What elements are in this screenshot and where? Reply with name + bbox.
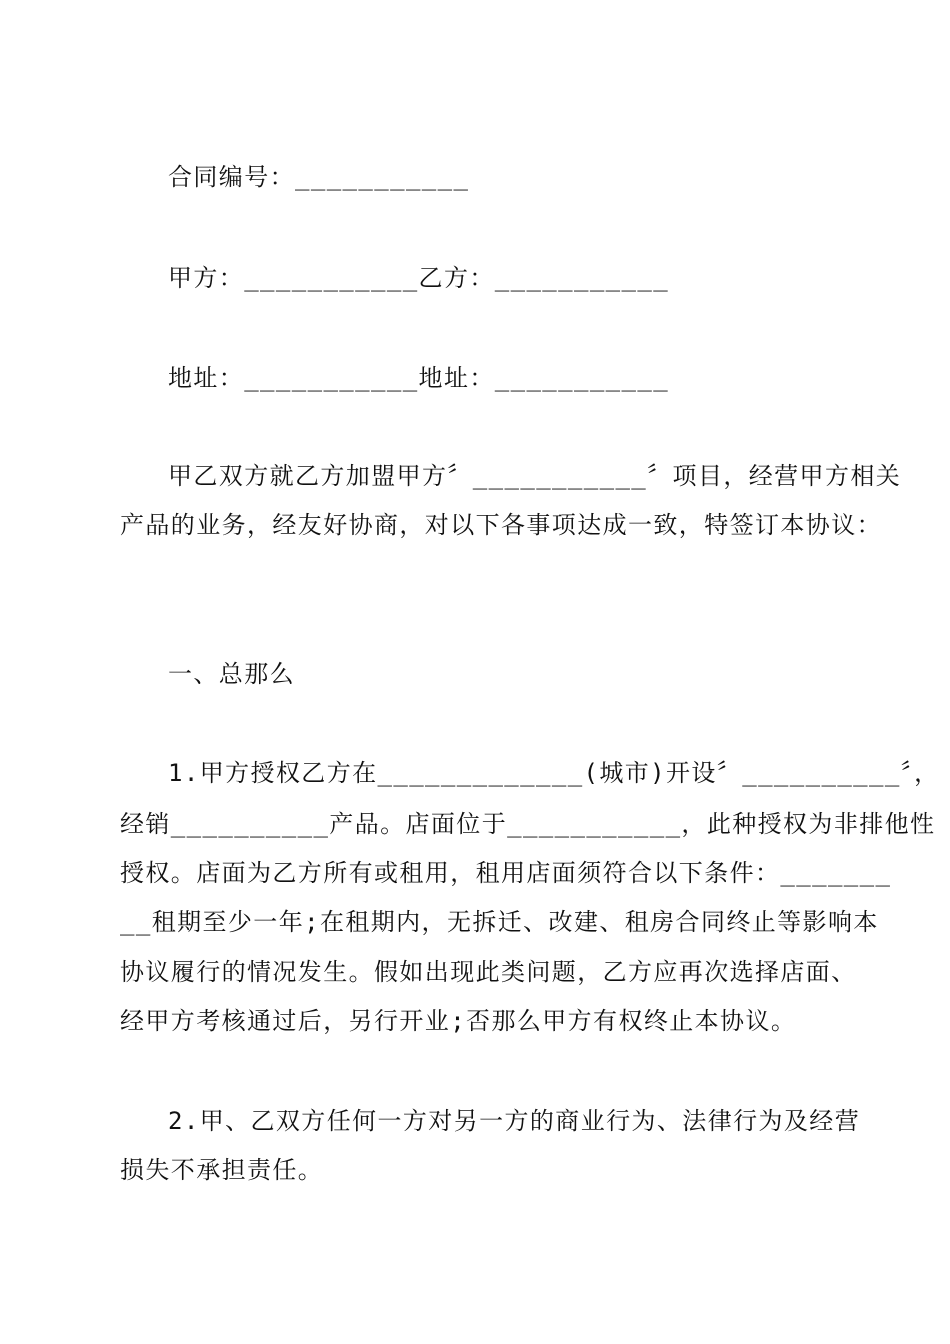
clause-1-line-2: 经销__________产品。店面位于___________，此种授权为非排他性	[120, 810, 936, 838]
clause-1-line-1: 1.甲方授权乙方在_____________(城市)开设〞__________〞，	[168, 759, 940, 787]
parties-line: 甲方：___________乙方：___________	[168, 264, 670, 292]
intro-line-1: 甲乙双方就乙方加盟甲方〞___________〞项目，经营甲方相关	[168, 462, 902, 490]
clause-1-line-6: 经甲方考核通过后，另行开业;否那么甲方有权终止本协议。	[120, 1007, 797, 1035]
clause-2-line-2: 损失不承担责任。	[120, 1156, 324, 1184]
intro-line-2: 产品的业务，经友好协商，对以下各事项达成一致，特签订本协议：	[120, 511, 882, 539]
contract-number-line: 合同编号：___________	[168, 163, 470, 191]
address-line: 地址：___________地址：___________	[168, 364, 670, 392]
clause-1-line-4: __租期至少一年;在租期内，无拆迁、改建、租房合同终止等影响本	[120, 908, 879, 936]
clause-1-line-3: 授权。店面为乙方所有或租用，租用店面须符合以下条件：_______	[120, 859, 892, 887]
clause-1-line-5: 协议履行的情况发生。假如出现此类问题，乙方应再次选择店面、	[120, 958, 857, 986]
section-heading: 一、总那么	[168, 660, 295, 688]
clause-2-line-1: 2.甲、乙双方任何一方对另一方的商业行为、法律行为及经营	[168, 1107, 861, 1135]
